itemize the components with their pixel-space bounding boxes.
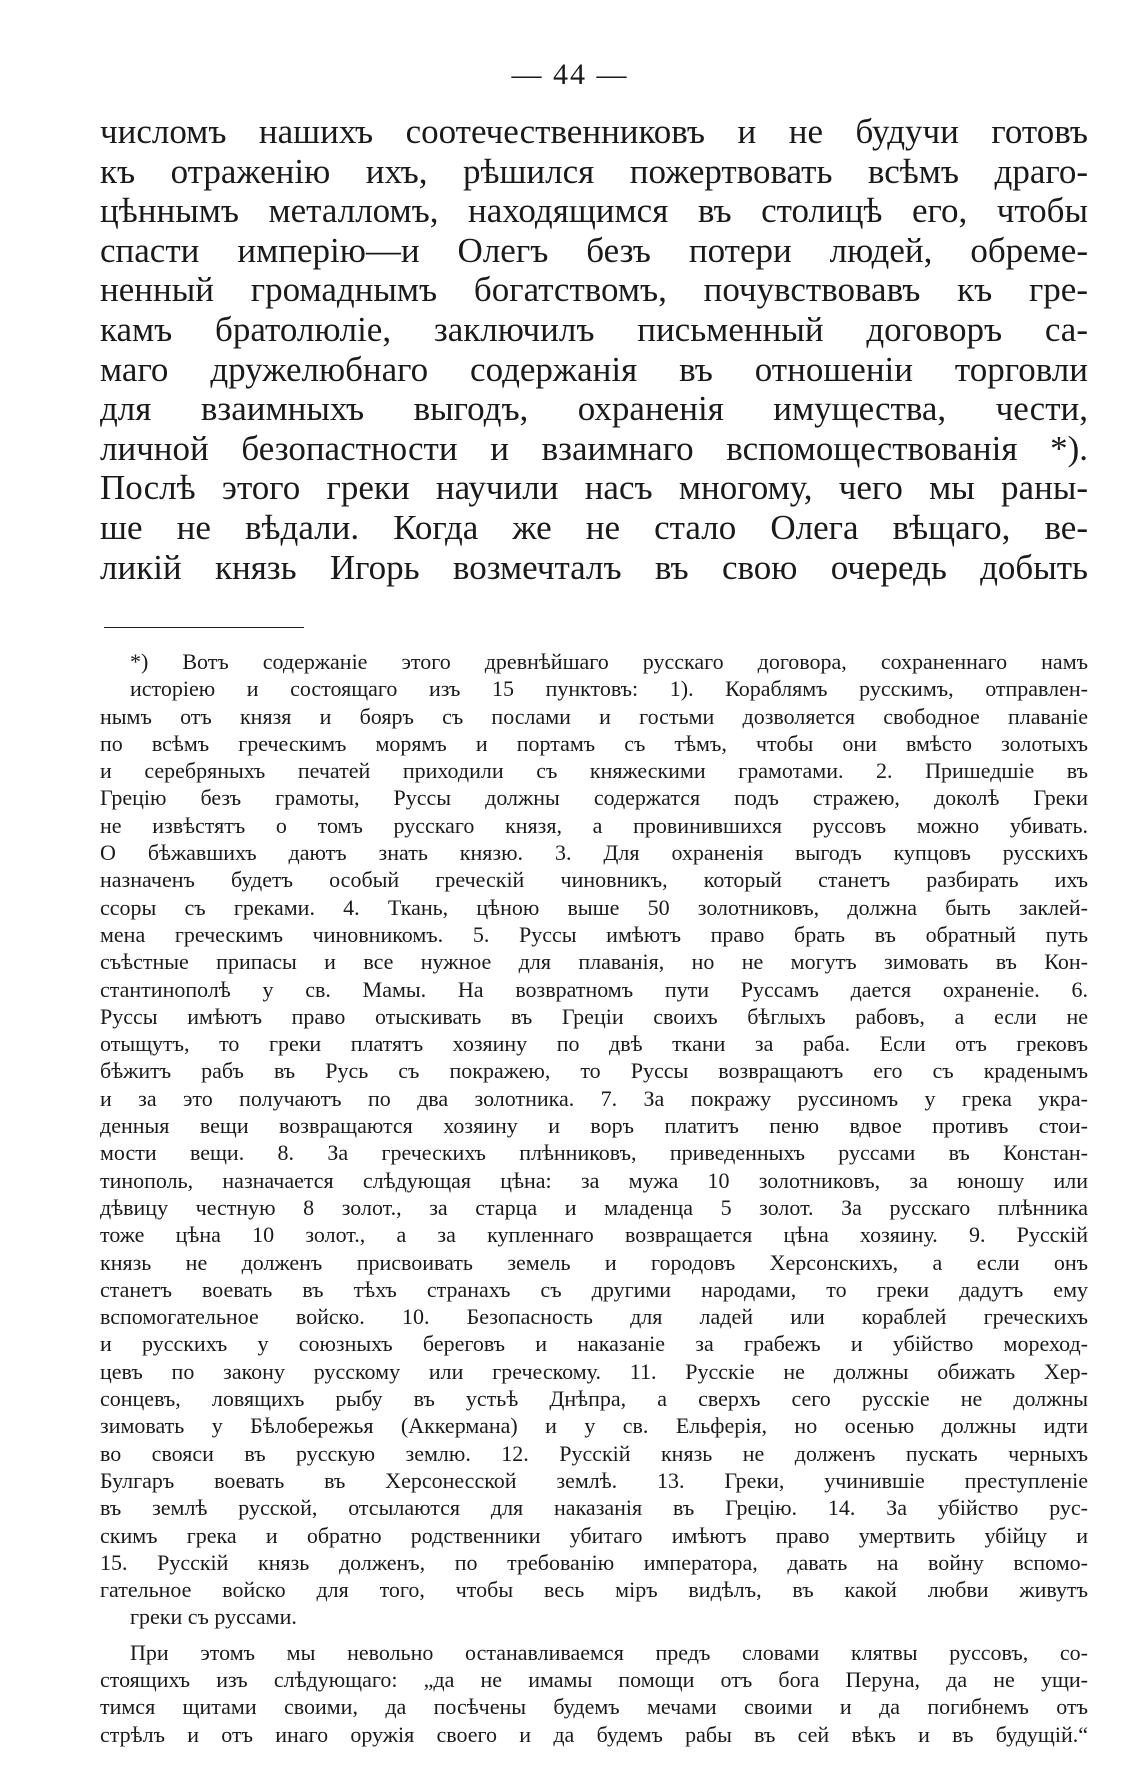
footnote-line: и за это получаютъ по два золотника. 7. За покражу руссиномъ у грека укра- <box>100 1085 1088 1111</box>
footnote-line: зимовать у Бѣлобережья (Аккермана) и у св. Ельферія, но осенью должны идти <box>100 1413 1088 1439</box>
footnote-line: и русскихъ у союзныхъ береговъ и наказаніе за грабежъ и убійство мореход- <box>100 1331 1088 1357</box>
footnote-line: 15. Русскій князь долженъ, по требованію императора, давать на войну вспомо- <box>100 1549 1088 1575</box>
footnote-line: стантинополѣ у св. Мамы. На возвратномъ пути Руссамъ дается охраненіе. 6. <box>100 976 1088 1002</box>
footnote-line: *) Вотъ содержаніе этого древнѣйшаго русскаго договора, сохраненнаго намъ <box>130 649 1088 674</box>
paragraph-gap <box>100 1631 1088 1639</box>
footnote-line: цевъ по закону русскому или греческому. 11. Русскіе не должны обижать Хер- <box>100 1358 1088 1384</box>
main-text-line: ликій князь Игорь возмечталъ въ свою очередь добыть <box>100 547 1088 587</box>
footnote-line: денныя вещи возвращаются хозяину и воръ платитъ пеню вдвое противъ стои- <box>100 1113 1088 1139</box>
main-text-line: ше не вѣдали. Когда же не стало Олега вѣщаго, ве- <box>100 507 1088 547</box>
footnote-line: тинополь, назначается слѣдующая цѣна: за мужа 10 золотниковъ, за юношу или <box>100 1167 1088 1193</box>
main-text-line: числомъ нашихъ соотечественниковъ и не будучи готовъ <box>100 112 1088 151</box>
main-text-line: Послѣ этого греки научили насъ многому, чего мы раны- <box>100 468 1088 508</box>
main-text-line: личной безопастности и взаимнаго вспомоществованія *). <box>100 428 1088 468</box>
footnote-line: мена греческимъ чиновникомъ. 5. Руссы имѣютъ право брать въ обратный путь <box>100 921 1088 947</box>
footnote-line: отыщутъ, то греки платятъ хозяину по двѣ ткани за раба. Если отъ грековъ <box>100 1031 1088 1057</box>
footnote-block <box>100 648 1088 1748</box>
footnote-line: Грецію безъ грамоты, Руссы должны содержатся подъ стражею, доколѣ Греки <box>100 785 1088 811</box>
footnote-line: во свояси въ русскую землю. 12. Русскій князь не долженъ пускать черныхъ <box>100 1440 1088 1466</box>
footnote-line: мости вещи. 8. За греческихъ плѣнниковъ, приведенныхъ руссами въ Констан- <box>100 1140 1088 1166</box>
footnote-line: по всѣмъ греческимъ морямъ и портамъ съ тѣмъ, чтобы они вмѣсто золотыхъ <box>100 730 1088 756</box>
footnote-line: тоже цѣна 10 золот., а за купленнаго возвращается цѣна хозяину. 9. Русскій <box>100 1222 1088 1248</box>
footnote-line: исторіею и состоящаго изъ 15 пунктовъ: 1). Кораблямъ русскимъ, отправлен- <box>130 676 1088 702</box>
footnote-line: Руссы имѣютъ право отыскивать въ Греціи своихъ бѣглыхъ рабовъ, а если не <box>100 1003 1088 1029</box>
footnote-line: Булгаръ воевать въ Херсонесской землѣ. 13. Греки, учинившіе преступленіе <box>100 1467 1088 1493</box>
footnote-line: князь не долженъ присвоивать земель и городовъ Херсонскихъ, а если онъ <box>100 1249 1088 1275</box>
footnote-paragraph-line: стрѣлъ и отъ инаго оружія своего и да будемъ рабы въ сей вѣкъ и въ будущій.“ <box>100 1721 1088 1747</box>
footnote-line: станетъ воевать въ тѣхъ странахъ съ другими народами, то греки дадутъ ему <box>100 1276 1088 1302</box>
main-text-line: камъ братолюліе, заключилъ письменный договоръ са- <box>100 309 1088 349</box>
footnote-line: гательное войско для того, чтобы весь міръ видѣлъ, въ какой любви живутъ <box>100 1577 1088 1603</box>
footnote-line: и серебряныхъ печатей приходили съ княжескими грамотами. 2. Пришедшіе въ <box>100 758 1088 784</box>
main-text-line: спасти имперію—и Олегъ безъ потери людей, обреме- <box>100 230 1088 270</box>
footnote-line: дѣвицу честную 8 золот., за старца и младенца 5 золот. За русскаго плѣнника <box>100 1194 1088 1220</box>
main-text-block <box>100 112 1088 587</box>
footnote-line: ссоры съ греками. 4. Ткань, цѣною выше 50 золотниковъ, должна быть заклей- <box>100 894 1088 920</box>
footnote-line: О бѣжавшихъ даютъ знать князю. 3. Для охраненія выгодъ купцовъ русскихъ <box>100 840 1088 866</box>
main-text-line: къ отраженію ихъ, рѣшился пожертвовать всѣмъ драго- <box>100 151 1088 191</box>
footnote-divider <box>104 627 304 628</box>
main-text-line: маго дружелюбнаго содержанія въ отношеніи торговли <box>100 349 1088 389</box>
main-text-line: ненный громаднымъ богатствомъ, почувствовавъ къ гре- <box>100 270 1088 310</box>
footnote-line: назначенъ будетъ особый греческій чиновникъ, который станетъ разбирать ихъ <box>100 867 1088 893</box>
footnote-line: сонцевъ, ловящихъ рыбу въ устьѣ Днѣпра, а сверхъ сего русскіе не должны <box>100 1386 1088 1412</box>
footnote-paragraph-line: тимся щитами своими, да посѣчены будемъ мечами своими и да погибнемъ отъ <box>100 1694 1088 1720</box>
footnote-line: скимъ грека и обратно родственники убитаго имѣютъ право умертвить убійцу и <box>100 1522 1088 1548</box>
footnote-line: вспомогательное войско. 10. Безопасность для ладей или кораблей греческихъ <box>100 1304 1088 1330</box>
footnote-line: бѣжитъ рабъ въ Русь съ покражею, то Руссы возвращаютъ его съ краденымъ <box>100 1058 1088 1084</box>
main-text-line: цѣннымъ металломъ, находящимся въ столицѣ его, чтобы <box>100 191 1088 231</box>
footnote-line: нымъ отъ князя и бояръ съ послами и гостьми дозволяется свободное плаваніе <box>100 703 1088 729</box>
page-number: — 44 — <box>511 58 629 91</box>
footnote-line: въ землѣ русской, отсылаются для наказанія въ Грецію. 14. За убійство рус- <box>100 1495 1088 1521</box>
footnote-paragraph-line: стоящихъ изъ слѣдующаго: „да не имамы помощи отъ бога Перуна, да не ущи- <box>100 1666 1088 1692</box>
main-text-line: для взаимныхъ выгодъ, охраненія имущества, чести, <box>100 389 1088 429</box>
footnote-line: съѣстные припасы и все нужное для плаванія, но не могутъ зимовать въ Кон- <box>100 949 1088 975</box>
footnote-line: греки съ руссами. <box>130 1604 297 1630</box>
footnote-line: не извѣстятъ о томъ русскаго князя, а провинившихся руссовъ можно убивать. <box>100 812 1088 838</box>
footnote-paragraph-line: При этомъ мы невольно останавливаемся предъ словами клятвы руссовъ, со- <box>130 1639 1088 1665</box>
